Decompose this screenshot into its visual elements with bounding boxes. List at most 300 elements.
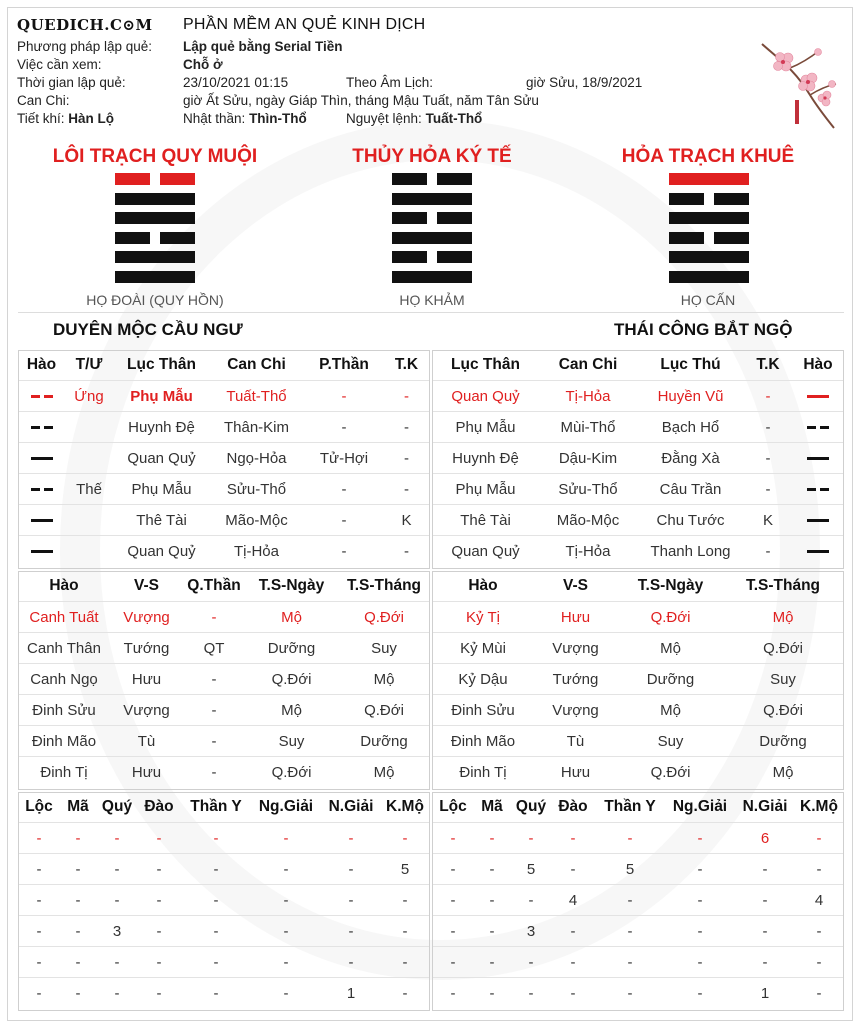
table-cell: Đằng Xà [638,443,743,474]
table-cell: - [19,885,59,916]
table-row [19,505,429,536]
table-cell: - [627,984,633,1002]
hao-cell [793,474,843,505]
hao-cell [793,505,843,536]
col-header: Hào [433,571,533,602]
table-cell: Vượng [109,695,184,726]
table-cell: 6 [735,823,795,854]
table-cell: 3 [511,916,551,947]
table-cell: - [381,947,429,978]
table-header-row [19,571,429,602]
mutual-hexagram-name: THỦY HỎA KÝ TẾ [352,146,512,167]
table-cell: 1 [760,984,770,1002]
table-cell: - [381,885,429,916]
col-header: Hào [19,350,64,381]
table-cell: - [156,984,162,1002]
table-row [19,854,429,885]
table-cell: Suy [244,726,339,757]
table-cell: - [433,885,473,916]
table-row [433,978,843,1009]
table-cell: - [384,412,429,443]
table-cell: 1 [346,984,356,1002]
table-cell: - [511,885,551,916]
table-cell: - [75,984,81,1002]
table-cell: - [137,885,181,916]
hao-cell [793,536,843,567]
luc-than-table-changed [433,350,843,566]
time-label: Thời gian lập quẻ: [17,75,126,90]
table-row [19,978,429,1009]
table-row [433,947,843,978]
table-row [19,536,429,567]
table-cell: - [181,947,251,978]
col-header: N.Giải [735,792,795,823]
table-cell: - [433,854,473,885]
hexagram-line [669,193,749,205]
table-cell: Tướng [533,664,618,695]
hao-cell [19,443,64,474]
table-cell: - [251,916,321,947]
table-cell: - [19,854,59,885]
table-row [433,757,843,788]
table-cell: - [137,916,181,947]
table-cell: - [59,947,97,978]
table-cell: - [211,763,217,781]
table-row [433,505,843,536]
table-cell: - [59,885,97,916]
table-cell: - [19,947,59,978]
plum-blossom-icon [760,40,840,130]
luc-than-table-main [19,350,429,566]
table-row [433,854,843,885]
table-cell: - [473,885,511,916]
col-header: N.Giải [321,792,381,823]
yang-line-icon [807,457,829,460]
table-cell: Mộ [373,763,395,781]
table-cell: - [304,505,384,536]
table-cell: Dưỡng [244,633,339,664]
table-cell: 4 [551,885,595,916]
changed-hexagram [669,173,749,291]
table-cell: Dưỡng [723,726,843,757]
col-header: Lộc [19,792,59,823]
table-cell: - [59,916,97,947]
col-header: V-S [533,571,618,602]
table-cell: QT [184,633,244,664]
table-cell [64,536,114,567]
table-row [19,947,429,978]
table-cell: - [433,916,473,947]
col-header: Quý [511,792,551,823]
col-header: T.K [743,350,793,381]
col-header: T.S-Tháng [339,571,429,602]
table-cell: - [743,443,793,474]
table-cell: - [551,947,595,978]
table-cell: - [473,916,511,947]
table-cell: - [184,664,244,695]
table-cell: - [665,916,735,947]
table-cell: Huyền Vũ [638,381,743,412]
table-cell: Bạch Hổ [638,412,743,443]
table-cell: - [489,984,495,1002]
table-row [433,664,843,695]
col-header: Quý [97,792,137,823]
col-header: Lục Thú [638,350,743,381]
table-cell: K [743,505,793,536]
col-header: Thần Y [181,792,251,823]
site-logo[interactable]: QUEDICH.C⊙M [17,16,153,34]
table-cell: K [384,505,429,536]
table-row [433,474,843,505]
table-cell: - [381,916,429,947]
table-cell: Mộ [244,602,339,633]
table-row [19,633,429,664]
table-cell: Hưu [131,763,162,781]
table-row [433,695,843,726]
canchi-label: Can Chi: [17,93,70,108]
yang-line-icon [807,550,829,553]
table-cell: - [181,823,251,854]
table-cell: - [528,984,534,1002]
table-row [19,695,429,726]
table-cell: Tù [533,726,618,757]
table-cell: Sửu-Thổ [538,474,638,505]
table-cell: Vượng [109,602,184,633]
table-cell: - [551,916,595,947]
table-cell: - [97,823,137,854]
page-title: PHẦN MỀM AN QUẺ KINH DỊCH [183,16,426,33]
table-row [433,823,843,854]
table-cell: - [404,542,409,560]
table-cell: - [735,854,795,885]
col-header: Can Chi [209,350,304,381]
table-cell: Q.Đới [339,602,429,633]
table-cell: - [251,823,321,854]
table-cell: Phụ Mẫu [433,474,538,505]
col-header: Mã [59,792,97,823]
table-cell: - [384,381,429,412]
hexagram-line [669,173,749,185]
col-header: P.Thần [304,350,384,381]
table-cell: Canh Tuất [19,602,109,633]
hexagram-line [115,251,195,263]
table-cell: Vượng [533,633,618,664]
hexagram-line [669,251,749,263]
col-header: T.S-Tháng [723,571,843,602]
hexagram-line [392,251,472,263]
hexagram-line [392,212,472,224]
yin-line-icon [31,426,53,429]
hexagram-line [392,173,472,185]
col-header: Đào [551,792,595,823]
main-hexagram-house: HỌ ĐOÀI (QUY HỒN) [86,292,224,308]
mutual-hexagram [392,173,472,291]
hexagram-line [669,232,749,244]
hao-cell [793,443,843,474]
table-cell: Suy [618,726,723,757]
table-cell: - [283,984,289,1002]
col-header: Hào [793,350,843,381]
subject-value: Chỗ ở [183,57,223,72]
table-cell: Suy [723,664,843,695]
table-cell: Quan Quỷ [127,542,196,560]
table-cell: Canh Thân [19,633,109,664]
table-cell [64,412,114,443]
lunar-label: Theo Âm Lịch: [346,75,434,90]
table-cell: - [321,947,381,978]
table-cell: Tù [109,726,184,757]
section-divider [18,312,844,313]
nhatthan-row: Nhật thần: Thìn-Thổ [183,111,307,126]
table-cell: - [570,984,576,1002]
table-row [433,381,843,412]
table-cell: - [665,854,735,885]
table-cell: - [743,412,793,443]
table-cell: - [341,542,347,560]
subject-label: Việc cần xem: [17,57,102,72]
table-row [19,381,429,412]
table-cell: - [321,854,381,885]
canchi-value: giờ Ất Sửu, ngày Giáp Thìn, tháng Mậu Tuất, năm Tân Sửu [183,93,539,108]
table-cell: Hưu [560,763,591,781]
table-cell: - [59,854,97,885]
col-header: Hào [19,571,109,602]
table-row [19,443,429,474]
table-row [19,726,429,757]
table-cell: - [304,474,384,505]
table-cell: Dưỡng [339,726,429,757]
table-cell: - [181,885,251,916]
table-cell: - [137,947,181,978]
hao-cell [19,412,64,443]
table-cell: Đinh Tị [40,763,88,781]
hao-cell [19,474,64,505]
yin-line-icon [807,426,829,429]
table-cell: - [251,885,321,916]
table-cell: - [697,984,703,1002]
table-cell: Mùi-Thổ [538,412,638,443]
table-cell: Tướng [109,633,184,664]
hao-cell [19,505,64,536]
table-cell [64,443,114,474]
vuong-suy-table-main [19,571,429,787]
table-header-row [433,350,843,381]
table-header-row [433,571,843,602]
hexagram-line [392,271,472,283]
yang-line-icon [31,550,53,553]
table-cell: - [97,885,137,916]
table-cell: Dưỡng [618,664,723,695]
table-cell: - [321,916,381,947]
table-cell: - [184,695,244,726]
table-row [19,916,429,947]
table-cell: - [665,885,735,916]
col-header: Đào [137,792,181,823]
table-row [433,916,843,947]
table-cell: Dậu-Kim [538,443,638,474]
hao-cell [793,412,843,443]
table-cell: - [511,823,551,854]
table-row [19,885,429,916]
yin-line-icon [31,395,53,398]
table-cell: Ứng [64,381,114,412]
than-sat-table-main [19,792,429,1008]
table-header-row [19,792,429,823]
table-cell: - [97,854,137,885]
table-cell: Tị-Hỏa [538,381,638,412]
table-cell: - [433,947,473,978]
hexagram-line [392,232,472,244]
table-cell: - [743,474,793,505]
table-cell: Quan Quỷ [451,542,520,560]
table-cell: Suy [339,633,429,664]
col-header: Thần Y [595,792,665,823]
table-cell: Q.Đới [244,664,339,695]
table-cell: Mộ [244,695,339,726]
table-cell: Vượng [533,695,618,726]
table-cell: - [321,885,381,916]
table-cell: - [304,412,384,443]
table-cell: Phụ Mẫu [114,474,209,505]
table-row [19,474,429,505]
table-cell: - [595,947,665,978]
table-cell: Hưu [533,602,618,633]
table-cell: Tử-Hợi [304,443,384,474]
table-cell: - [381,823,429,854]
table-cell: - [137,854,181,885]
table-cell: Kỷ Mùi [433,633,533,664]
table-cell: - [551,854,595,885]
hao-cell [793,381,843,412]
table-cell: - [473,823,511,854]
hexagram-line [115,271,195,283]
table-cell: Câu Trần [638,474,743,505]
table-cell: Quan Quỷ [433,381,538,412]
main-hexagram-meaning: DUYÊN MỘC CẦU NGƯ [53,320,243,339]
table-cell: - [184,602,244,633]
table-cell: - [213,984,219,1002]
table-cell: Tuất-Thổ [209,381,304,412]
col-header: T/Ư [64,350,114,381]
table-cell: - [795,916,843,947]
table-cell: Phụ Mẫu [433,412,538,443]
col-header: Q.Thần [184,571,244,602]
table-row [433,602,843,633]
table-row [433,536,843,567]
table-cell: Tị-Hỏa [565,542,611,560]
table-cell: Kỷ Tị [433,602,533,633]
yang-line-icon [807,395,829,398]
table-row [19,664,429,695]
table-cell: - [184,726,244,757]
table-cell: - [595,885,665,916]
hexagram-line [115,193,195,205]
table-row [433,443,843,474]
table-cell: Ngọ-Hỏa [209,443,304,474]
table-cell: Q.Đới [618,602,723,633]
table-row [19,757,429,788]
vuong-suy-table-changed [433,571,843,787]
table-cell: - [765,542,771,560]
table-cell: - [795,947,843,978]
table-cell: Đinh Mão [433,726,533,757]
than-sat-table-changed [433,792,843,1008]
table-cell: - [735,916,795,947]
table-cell: 5 [595,854,665,885]
table-cell: Q.Đới [271,763,312,781]
table-cell: Phụ Mẫu [114,381,209,412]
table-cell: Quan Quỷ [114,443,209,474]
table-cell: Q.Đới [650,763,691,781]
col-header: T.K [384,350,429,381]
table-cell: 4 [795,885,843,916]
table-cell: - [511,947,551,978]
table-cell: - [473,854,511,885]
table-cell: - [735,947,795,978]
table-cell: Đinh Tị [459,763,507,781]
table-cell: Đinh Mão [19,726,109,757]
col-header: T.S-Ngày [244,571,339,602]
table-cell: - [36,984,42,1002]
table-cell: Mộ [339,664,429,695]
table-cell: Thân-Kim [209,412,304,443]
table-cell: - [251,947,321,978]
col-header: Lục Thân [114,350,209,381]
lunar-value: giờ Sửu, 18/9/2021 [526,75,643,90]
table-cell: Huynh Đệ [433,443,538,474]
table-cell: Huynh Đệ [114,412,209,443]
table-row [19,412,429,443]
table-cell: - [181,854,251,885]
table-cell: Thê Tài [433,505,538,536]
table-row [19,823,429,854]
hexagram-line [115,232,195,244]
table-cell: Mộ [723,602,843,633]
yin-line-icon [31,488,53,491]
mutual-hexagram-house: HỌ KHẢM [399,292,465,308]
col-header: Ng.Giải [665,792,735,823]
table-cell: Tị-Hỏa [233,542,279,560]
table-header-row [433,792,843,823]
table-cell: - [19,823,59,854]
col-header: Ng.Giải [251,792,321,823]
table-cell: - [59,823,97,854]
table-row [433,633,843,664]
table-cell: - [665,823,735,854]
col-header: K.Mộ [381,792,429,823]
tietkhi-row: Tiết khí: Hàn Lộ [17,111,115,126]
table-cell: 5 [381,854,429,885]
main-hexagram [115,173,195,291]
method-value: Lập quẻ bằng Serial Tiền [183,39,343,54]
table-cell: - [251,854,321,885]
changed-hexagram-meaning: THÁI CÔNG BẮT NGỘ [614,320,793,339]
table-cell: Mão-Mộc [209,505,304,536]
table-cell: Mộ [772,763,794,781]
yang-line-icon [31,457,53,460]
table-cell: - [321,823,381,854]
table-cell: - [595,823,665,854]
table-cell: - [137,823,181,854]
table-cell: - [795,823,843,854]
table-cell: Sửu-Thổ [209,474,304,505]
table-cell: - [450,984,456,1002]
table-cell: Q.Đới [339,695,429,726]
hao-cell [19,536,64,567]
table-cell: 5 [511,854,551,885]
table-header-row [19,350,429,381]
table-cell: Chu Tước [638,505,743,536]
